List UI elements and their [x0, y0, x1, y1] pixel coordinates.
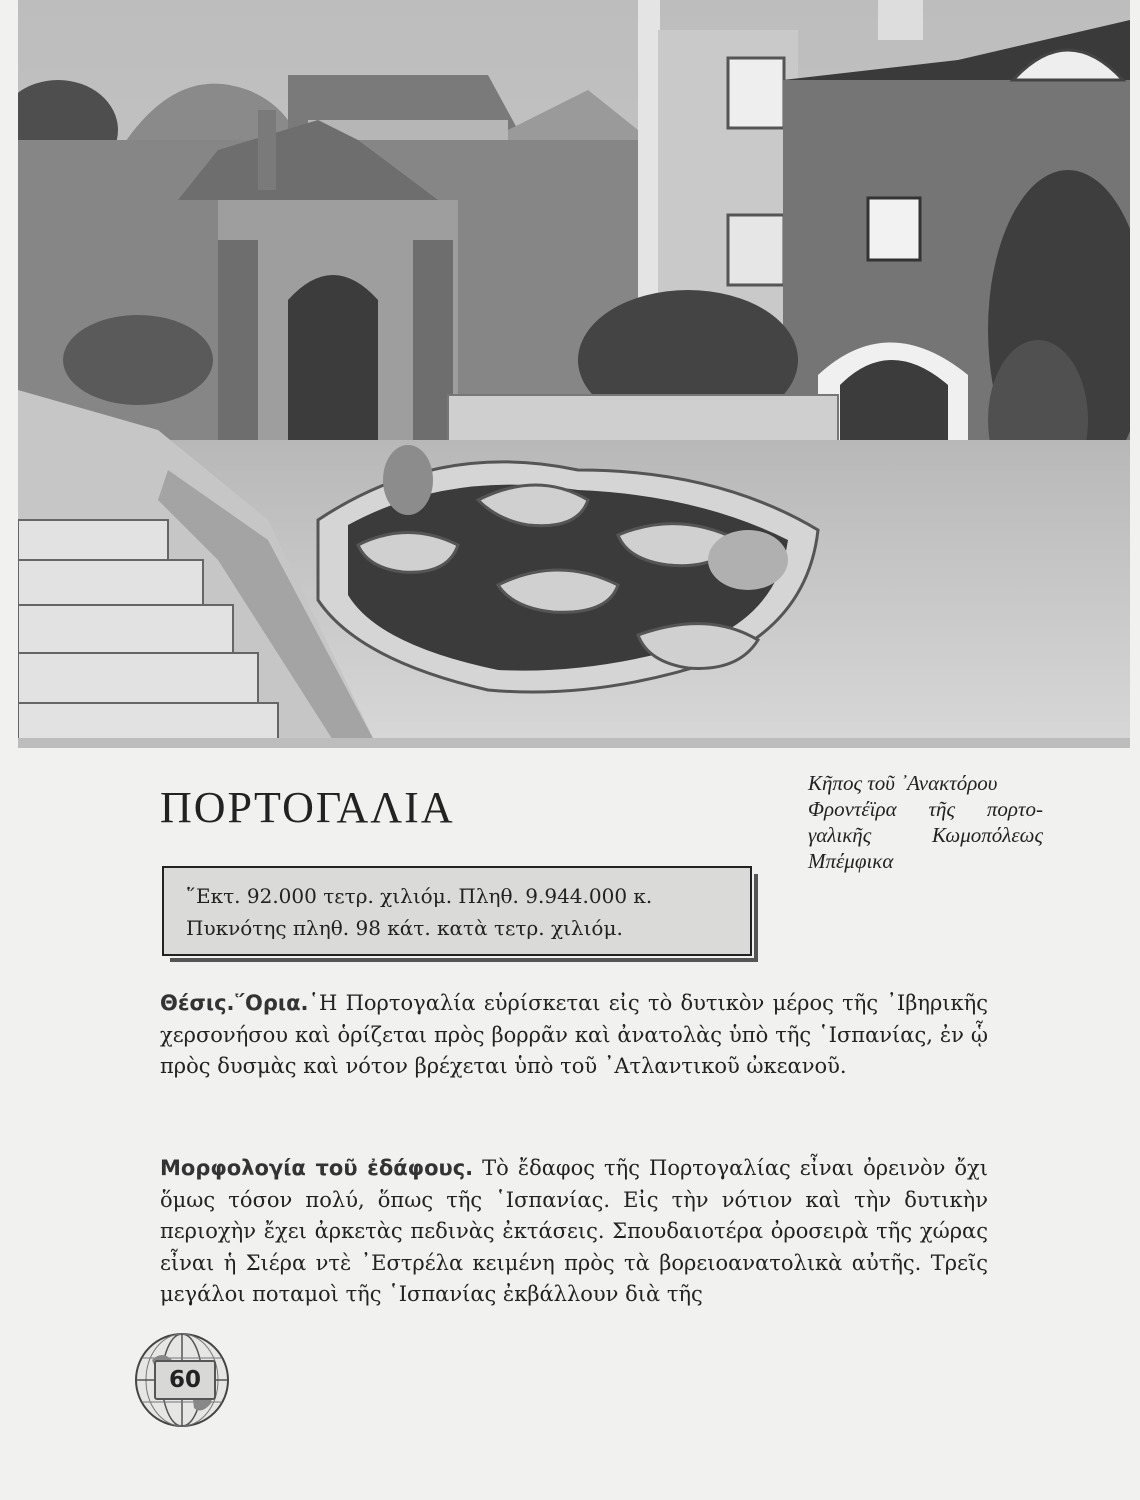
caption-line: Μπέμφικα: [808, 849, 894, 873]
stats-density: Πυκνότης πληθ. 98 κάτ. κατὰ τετρ. χιλιόμ.: [186, 916, 623, 940]
stats-area-population: ῞Εκτ. 92.000 τετρ. χιλιόμ. Πληθ. 9.944.000 κ.: [186, 884, 653, 908]
section-heading: Μορφολογία τοῦ ἐδάφους.: [160, 1156, 474, 1180]
section-terrain: [160, 1153, 988, 1311]
section-heading: Θέσις.῞Ορια.: [160, 991, 309, 1015]
page-title: ΠΟΡΤΟΓΑΛΙΑ: [160, 783, 455, 832]
section-text: ῾Η Πορτογαλία εὑρίσκεται εἰς τὸ δυτικὸν μέρος τῆς ᾽Ιβηρικῆς χερσονήσου καὶ ὁρίζεται πρὸς βορρᾶν καὶ ἀνατολὰς ὑπὸ τῆς ῾Ισπανίας, ἐν ᾧ πρὸς δυσμὰς καὶ νότον βρέχεται ὑπὸ τοῦ ᾽Ατλαντικοῦ ὠκεανοῦ.: [160, 991, 988, 1078]
caption-line: γαλικῆς Κωμοπόλεως: [808, 823, 1043, 847]
page-number-badge: [132, 1330, 232, 1430]
section-location-borders: [160, 988, 988, 1083]
caption-line: Κῆπος τοῦ ᾽Ανακτόρου: [808, 771, 998, 795]
garden-photo: [18, 0, 1130, 748]
country-stats-box: [162, 866, 752, 956]
section-text: Τὸ ἔδαφος τῆς Πορτογαλίας εἶναι ὀρεινὸν ὄχι ὅμως τόσον πολύ, ὅπως τῆς ῾Ισπανίας. Εἰς τὴν νότιον καὶ τὴν δυτικὴν περιοχὴν ἔχει ἀρκετὰς πεδινὰς ἐκτάσεις. Σπουδαιοτέρα ὀροσειρὰ τῆς χώρας εἶναι ἡ Σιέρα ντὲ ᾽Εστρέλα κειμένη πρὸς τὰ βορειοανατολικὰ αὐτῆς. Τρεῖς μεγάλοι ποταμοὶ τῆς ῾Ισπανίας ἐκβάλλουν διὰ τῆς: [160, 1156, 988, 1306]
page-number: 60: [154, 1360, 216, 1400]
caption-line: Φροντέϊρα τῆς πορτο-: [808, 797, 1043, 821]
photo-caption: [808, 770, 1043, 874]
